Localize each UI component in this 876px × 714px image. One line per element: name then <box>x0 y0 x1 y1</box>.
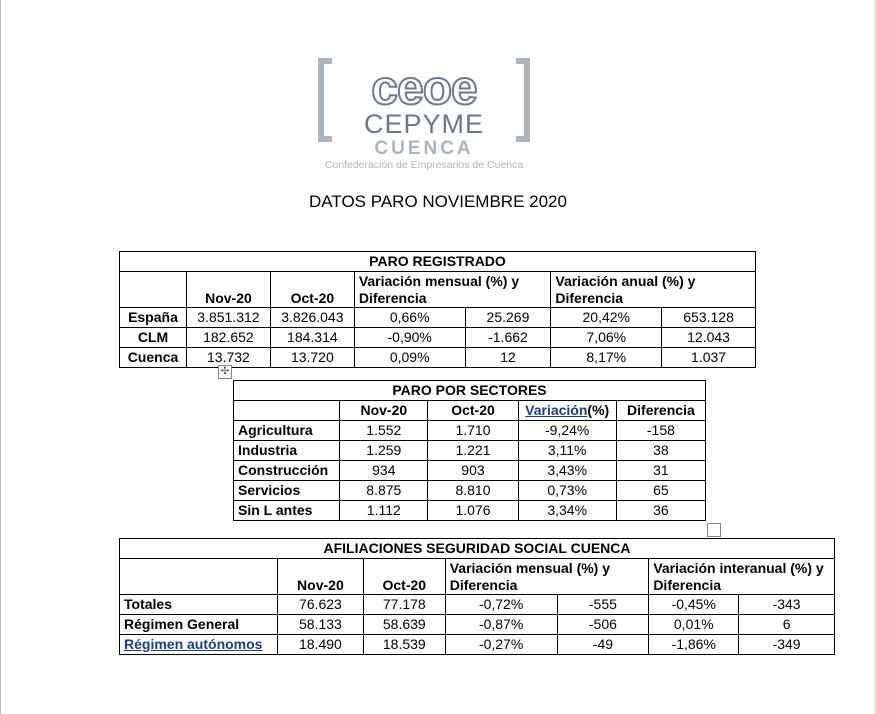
table-cell: -158 <box>616 421 705 441</box>
table-row <box>234 481 706 501</box>
logo-region-text: CUENCA <box>374 138 474 159</box>
table-cell: 0,66% <box>354 308 465 328</box>
header-cell: Oct-20 <box>270 272 354 308</box>
table-row <box>234 461 706 481</box>
table-cell: 0,01% <box>649 615 739 635</box>
header-cell: Nov-20 <box>277 559 363 595</box>
page-left-edge <box>0 0 1 714</box>
table-cell: 12.043 <box>662 328 756 348</box>
table-cell: -0,27% <box>445 635 557 655</box>
header-cell: Diferencia <box>616 401 705 421</box>
table-cell: -9,24% <box>518 421 616 441</box>
row-label: CLM <box>120 328 187 348</box>
header-cell: Nov-20 <box>340 401 428 421</box>
table-cell: 1.259 <box>340 441 428 461</box>
logo-main-text: ceoe <box>371 62 477 115</box>
paro-registrado-table <box>119 251 756 368</box>
table-cell: 3.851.312 <box>186 308 270 328</box>
ceoe-cepyme-cuenca-logo <box>318 58 530 174</box>
table-cell: 76.623 <box>277 595 363 615</box>
table-cell: 25.269 <box>465 308 551 328</box>
row-label: Construcción <box>234 461 340 481</box>
row-label-cell <box>120 635 278 655</box>
table-cell: 0,73% <box>518 481 616 501</box>
table-cell: -349 <box>739 635 835 655</box>
table-row <box>120 308 756 328</box>
table-cell: 3,43% <box>518 461 616 481</box>
regimen-autonomos-link[interactable]: Régimen autónomos <box>124 636 263 652</box>
table-cell: 77.178 <box>363 595 445 615</box>
table-cell: 13.732 <box>186 348 270 368</box>
table-cell: 18.539 <box>363 635 445 655</box>
table-row <box>120 635 835 655</box>
table-caption: PARO REGISTRADO <box>120 252 756 272</box>
table-cell: 182.652 <box>186 328 270 348</box>
table-caption: PARO POR SECTORES <box>234 381 706 401</box>
table-cell: 3,34% <box>518 501 616 521</box>
header-cell: Oct-20 <box>428 401 518 421</box>
table-cell: 20,42% <box>551 308 662 328</box>
table-row <box>120 328 756 348</box>
table-cell: 58.639 <box>363 615 445 635</box>
table-cell: -49 <box>557 635 649 655</box>
table-cell: 6 <box>739 615 835 635</box>
header-cell: Nov-20 <box>186 272 270 308</box>
table-move-handle-icon[interactable]: ✣ <box>218 365 232 379</box>
table-cell: 18.490 <box>277 635 363 655</box>
row-label: Agricultura <box>234 421 340 441</box>
table-cell: -555 <box>557 595 649 615</box>
table-cell: 8.875 <box>340 481 428 501</box>
table-row <box>120 595 835 615</box>
table-cell: -0,90% <box>354 328 465 348</box>
table-row <box>234 421 706 441</box>
table-cell: 58.133 <box>277 615 363 635</box>
table-cell: -0,87% <box>445 615 557 635</box>
table-cell: 38 <box>616 441 705 461</box>
header-cell <box>234 401 340 421</box>
table-cell: 12 <box>465 348 551 368</box>
table-cell: 8.810 <box>428 481 518 501</box>
row-label: Régimen General <box>120 615 278 635</box>
table-cell: -1,86% <box>649 635 739 655</box>
table-row <box>234 441 706 461</box>
logo-sub-text: CEPYME <box>363 109 485 139</box>
document-title: DATOS PARO NOVIEMBRE 2020 <box>309 192 567 211</box>
table-cell: 3.826.043 <box>270 308 354 328</box>
table-cell: 0,09% <box>354 348 465 368</box>
paro-sectores-table <box>233 380 706 521</box>
row-label: Servicios <box>234 481 340 501</box>
table-cell: 1.076 <box>428 501 518 521</box>
table-cell: -1.662 <box>465 328 551 348</box>
header-cell: Variación mensual (%) y Diferencia <box>354 272 551 308</box>
header-cell: Variación mensual (%) y Diferencia <box>445 559 649 595</box>
table-row <box>234 501 706 521</box>
table-cell: 65 <box>616 481 705 501</box>
table-resize-handle[interactable] <box>707 523 721 537</box>
table-cell: 7,06% <box>551 328 662 348</box>
header-cell <box>120 272 187 308</box>
table-cell: 36 <box>616 501 705 521</box>
header-cell: Oct-20 <box>363 559 445 595</box>
table-cell: 1.710 <box>428 421 518 441</box>
row-label: Cuenca <box>120 348 187 368</box>
table-cell: 903 <box>428 461 518 481</box>
header-cell-variacion <box>518 401 616 421</box>
logo-tagline: Confederación de Empresarios de Cuenca <box>324 159 524 171</box>
afiliaciones-table <box>119 538 835 655</box>
table-cell: 8,17% <box>551 348 662 368</box>
row-label: Industria <box>234 441 340 461</box>
table-cell: -0,45% <box>649 595 739 615</box>
variacion-link[interactable]: Variación <box>525 402 588 418</box>
table-cell: 3,11% <box>518 441 616 461</box>
header-cell: Variación anual (%) y Diferencia <box>551 272 756 308</box>
table-cell: 934 <box>340 461 428 481</box>
table-cell: 1.552 <box>340 421 428 441</box>
table-row <box>120 348 756 368</box>
table-cell: 31 <box>616 461 705 481</box>
table-cell: 1.112 <box>340 501 428 521</box>
table-cell: -0,72% <box>445 595 557 615</box>
row-label: Totales <box>120 595 278 615</box>
header-cell <box>120 559 278 595</box>
table-cell: 13.720 <box>270 348 354 368</box>
table-cell: -506 <box>557 615 649 635</box>
header-cell: Variación interanual (%) y Diferencia <box>649 559 835 595</box>
table-cell: -343 <box>739 595 835 615</box>
table-cell: 1.221 <box>428 441 518 461</box>
table-cell: 653.128 <box>662 308 756 328</box>
row-label: España <box>120 308 187 328</box>
table-cell: 184.314 <box>270 328 354 348</box>
table-caption: AFILIACIONES SEGURIDAD SOCIAL CUENCA <box>120 539 835 559</box>
table-row <box>120 615 835 635</box>
row-label: Sin L antes <box>234 501 340 521</box>
percent-suffix: (%) <box>587 402 610 418</box>
table-cell: 1.037 <box>662 348 756 368</box>
